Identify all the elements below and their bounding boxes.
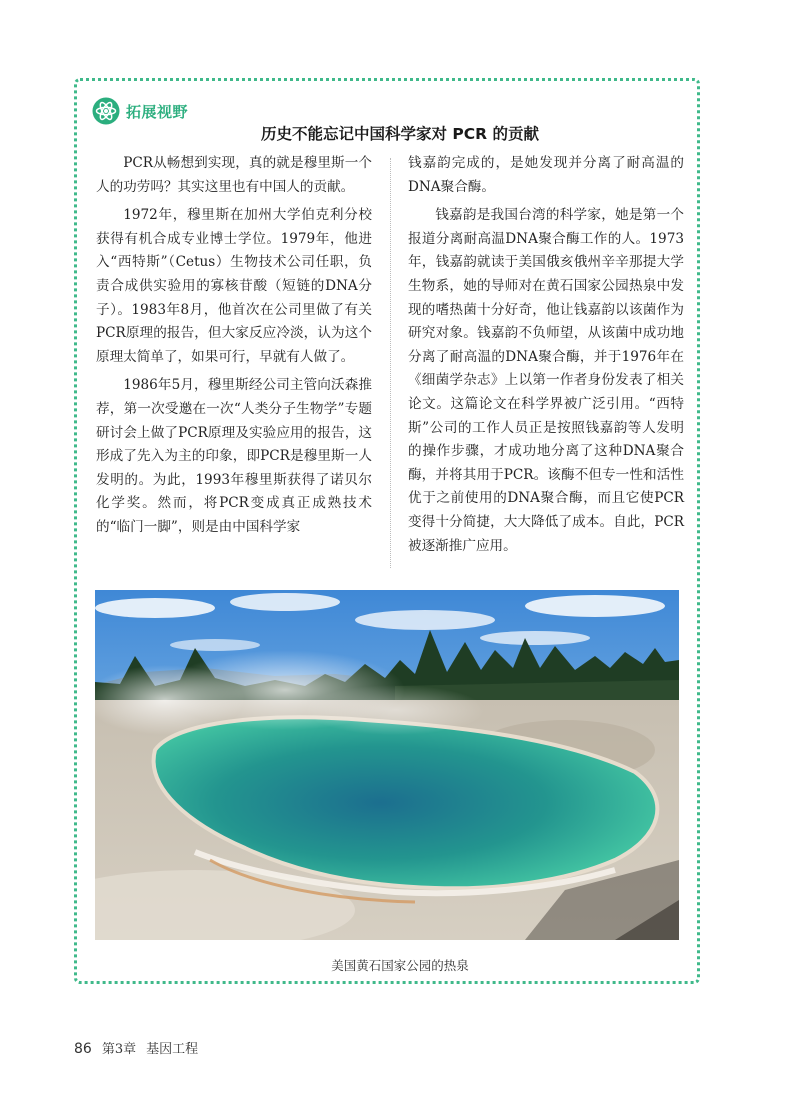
paragraph-continuation: 钱嘉韵完成的，是她发现并分离了耐高温的DNA聚合酶。	[408, 155, 684, 195]
atom-icon	[92, 97, 120, 125]
chapter-title: 基因工程	[146, 1042, 199, 1057]
paragraph: PCR从畅想到实现，真的就是穆里斯一个人的功劳吗？其实这里也有中国人的贡献。	[96, 155, 372, 195]
paragraph: 钱嘉韵是我国台湾的科学家，她是第一个报道分离耐高温DNA聚合酶工作的人。1973年，钱嘉韵就读于美国俄亥俄州辛辛那提大学生物系，她的导师对在黄石国家公园热泉中发现的嗜热菌十分好奇，他让钱嘉韵以该菌作为研究对象。钱嘉韵不负师望，从该菌中成功地分离了耐高温的DNA聚合酶，并于1976年在《细菌学杂志》上以第一作者身份发表了相关论文。这篇论文在科学界被广泛引用。“西特斯”公司的工作人员正是按照钱嘉韵等人发明的操作步骤，才成功地分离了这种DNA聚合酶，并将其用于PCR。该酶不但专一性和活性优于之前使用的DNA聚合酶，而且它使PCR变得十分简捷，大大降低了成本。自此，PCR被逐渐推广应用。	[408, 207, 684, 554]
chapter-label: 第3章	[101, 1042, 137, 1057]
column-divider	[390, 158, 391, 568]
photo-caption: 美国黄石国家公园的热泉	[331, 958, 469, 973]
paragraph: 1972年，穆里斯在加州大学伯克利分校获得有机合成专业博士学位。1979年，他进入“西特斯”（Cetus）生物技术公司任职，负责合成供实验用的寡核苷酸（短链的DNA分子）。1983年8月，他首次在公司里做了有关PCR原理的报告，但大家反应冷淡，认为这个原理太简单了，如果可行，早就有人做了。	[96, 207, 372, 365]
page-footer	[74, 1038, 198, 1057]
right-column	[408, 152, 684, 563]
paragraph: 1986年5月，穆里斯经公司主管向沃森推荐，第一次受邀在一次“人类分子生物学”专题研讨会上做了PCR原理及实验应用的报告，这形成了先入为主的印象，即PCR是穆里斯一人发明的。为此，1993年穆里斯获得了诺贝尔化学奖。然而，将PCR变成真正成熟技术的“临门一脚”，则是由中国科学家	[96, 377, 372, 535]
badge-label: 拓展视野	[126, 102, 189, 121]
left-column	[96, 152, 372, 545]
article-title: 历史不能忘记中国科学家对 PCR 的贡献	[261, 125, 539, 143]
hot-spring-photo	[95, 590, 679, 940]
page-number: 86	[74, 1041, 92, 1057]
